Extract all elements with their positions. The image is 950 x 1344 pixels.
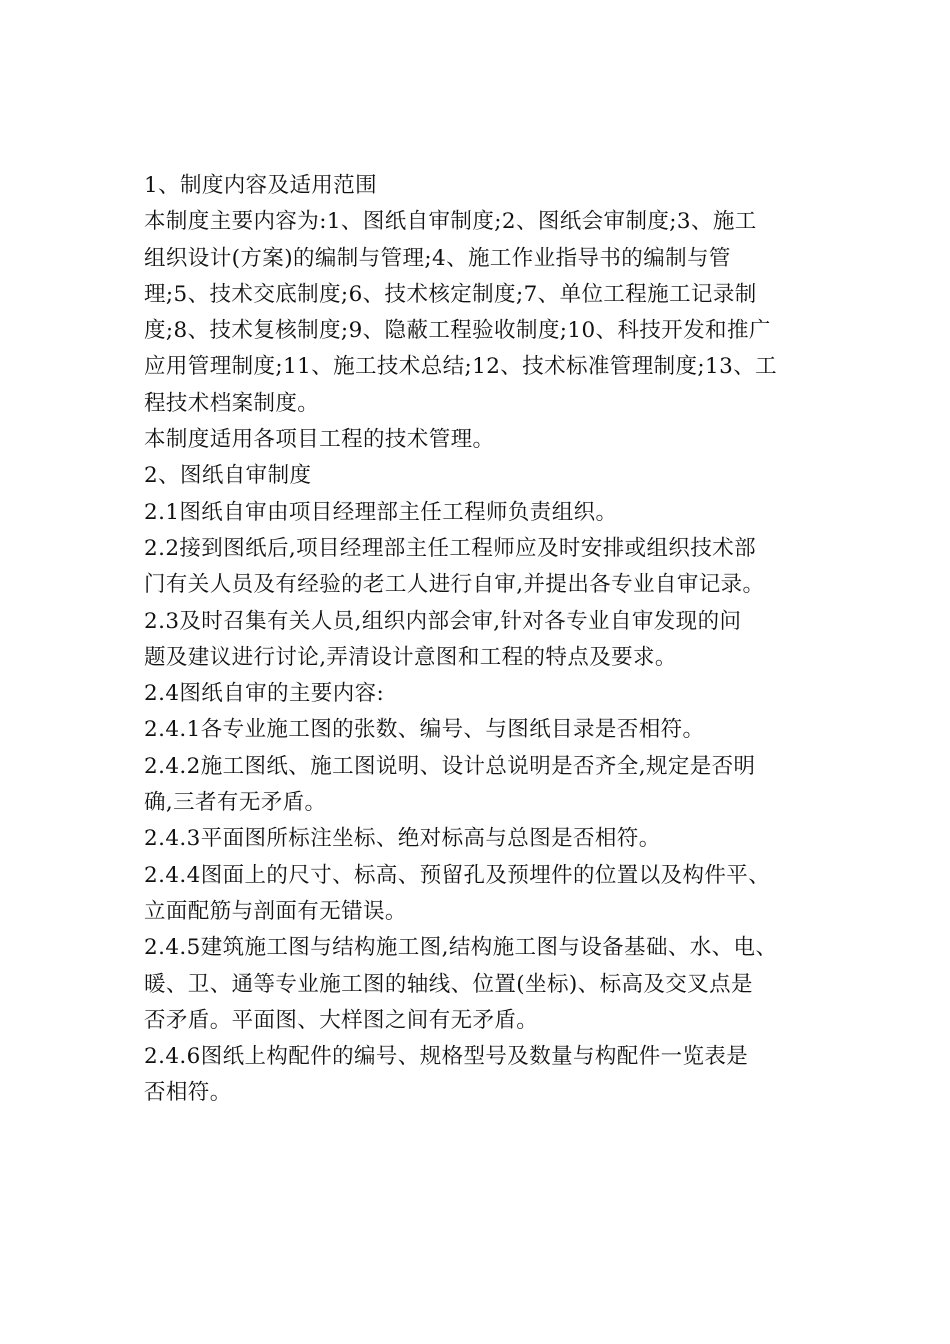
text-line: 组织设计(方案)的编制与管理;4、施工作业指导书的编制与管 [144, 245, 731, 271]
subsection-heading: 2.4图纸自审的主要内容: [144, 681, 385, 707]
text-line: 2.4.4图面上的尺寸、标高、预留孔及预埋件的位置以及构件平、 [144, 862, 771, 888]
text-line: 度;8、技术复核制度;9、隐蔽工程验收制度;10、科技开发和推广 [144, 318, 771, 344]
text-line: 2.4.6图纸上构配件的编号、规格型号及数量与构配件一览表是 [144, 1044, 749, 1070]
text-line: 应用管理制度;11、施工技术总结;12、技术标准管理制度;13、工 [144, 354, 778, 380]
text-line: 本制度适用各项目工程的技术管理。 [144, 427, 495, 453]
text-line: 暖、卫、通等专业施工图的轴线、位置(坐标)、标高及交叉点是 [144, 971, 753, 997]
text-line: 2.3及时召集有关人员,组织内部会审,针对各专业自审发现的问 [144, 608, 742, 634]
text-line: 理;5、技术交底制度;6、技术核定制度;7、单位工程施工记录制 [144, 281, 757, 307]
text-line: 立面配筋与剖面有无错误。 [144, 898, 407, 924]
text-line: 程技术档案制度。 [144, 390, 320, 416]
section-heading-2: 2、图纸自审制度 [144, 463, 312, 489]
text-line: 2.4.5建筑施工图与结构施工图,结构施工图与设备基础、水、电、 [144, 935, 778, 961]
text-line: 否矛盾。平面图、大样图之间有无矛盾。 [144, 1007, 539, 1033]
text-line: 确,三者有无矛盾。 [144, 790, 327, 816]
text-line: 2.4.1各专业施工图的张数、编号、与图纸目录是否相符。 [144, 717, 705, 743]
text-line: 2.2接到图纸后,项目经理部主任工程师应及时安排或组织技术部 [144, 535, 757, 561]
text-line: 门有关人员及有经验的老工人进行自审,并提出各专业自审记录。 [144, 572, 765, 598]
text-line: 否相符。 [144, 1080, 232, 1106]
text-line: 题及建议进行讨论,弄清设计意图和工程的特点及要求。 [144, 644, 677, 670]
text-line: 2.1图纸自审由项目经理部主任工程师负责组织。 [144, 499, 618, 525]
text-line: 2.4.2施工图纸、施工图说明、设计总说明是否齐全,规定是否明 [144, 753, 756, 779]
section-heading-1: 1、制度内容及适用范围 [144, 173, 378, 198]
text-line: 本制度主要内容为:1、图纸自审制度;2、图纸会审制度;3、施工 [144, 209, 757, 235]
document-body [144, 168, 824, 1112]
text-line: 2.4.3平面图所标注坐标、绝对标高与总图是否相符。 [144, 826, 661, 852]
